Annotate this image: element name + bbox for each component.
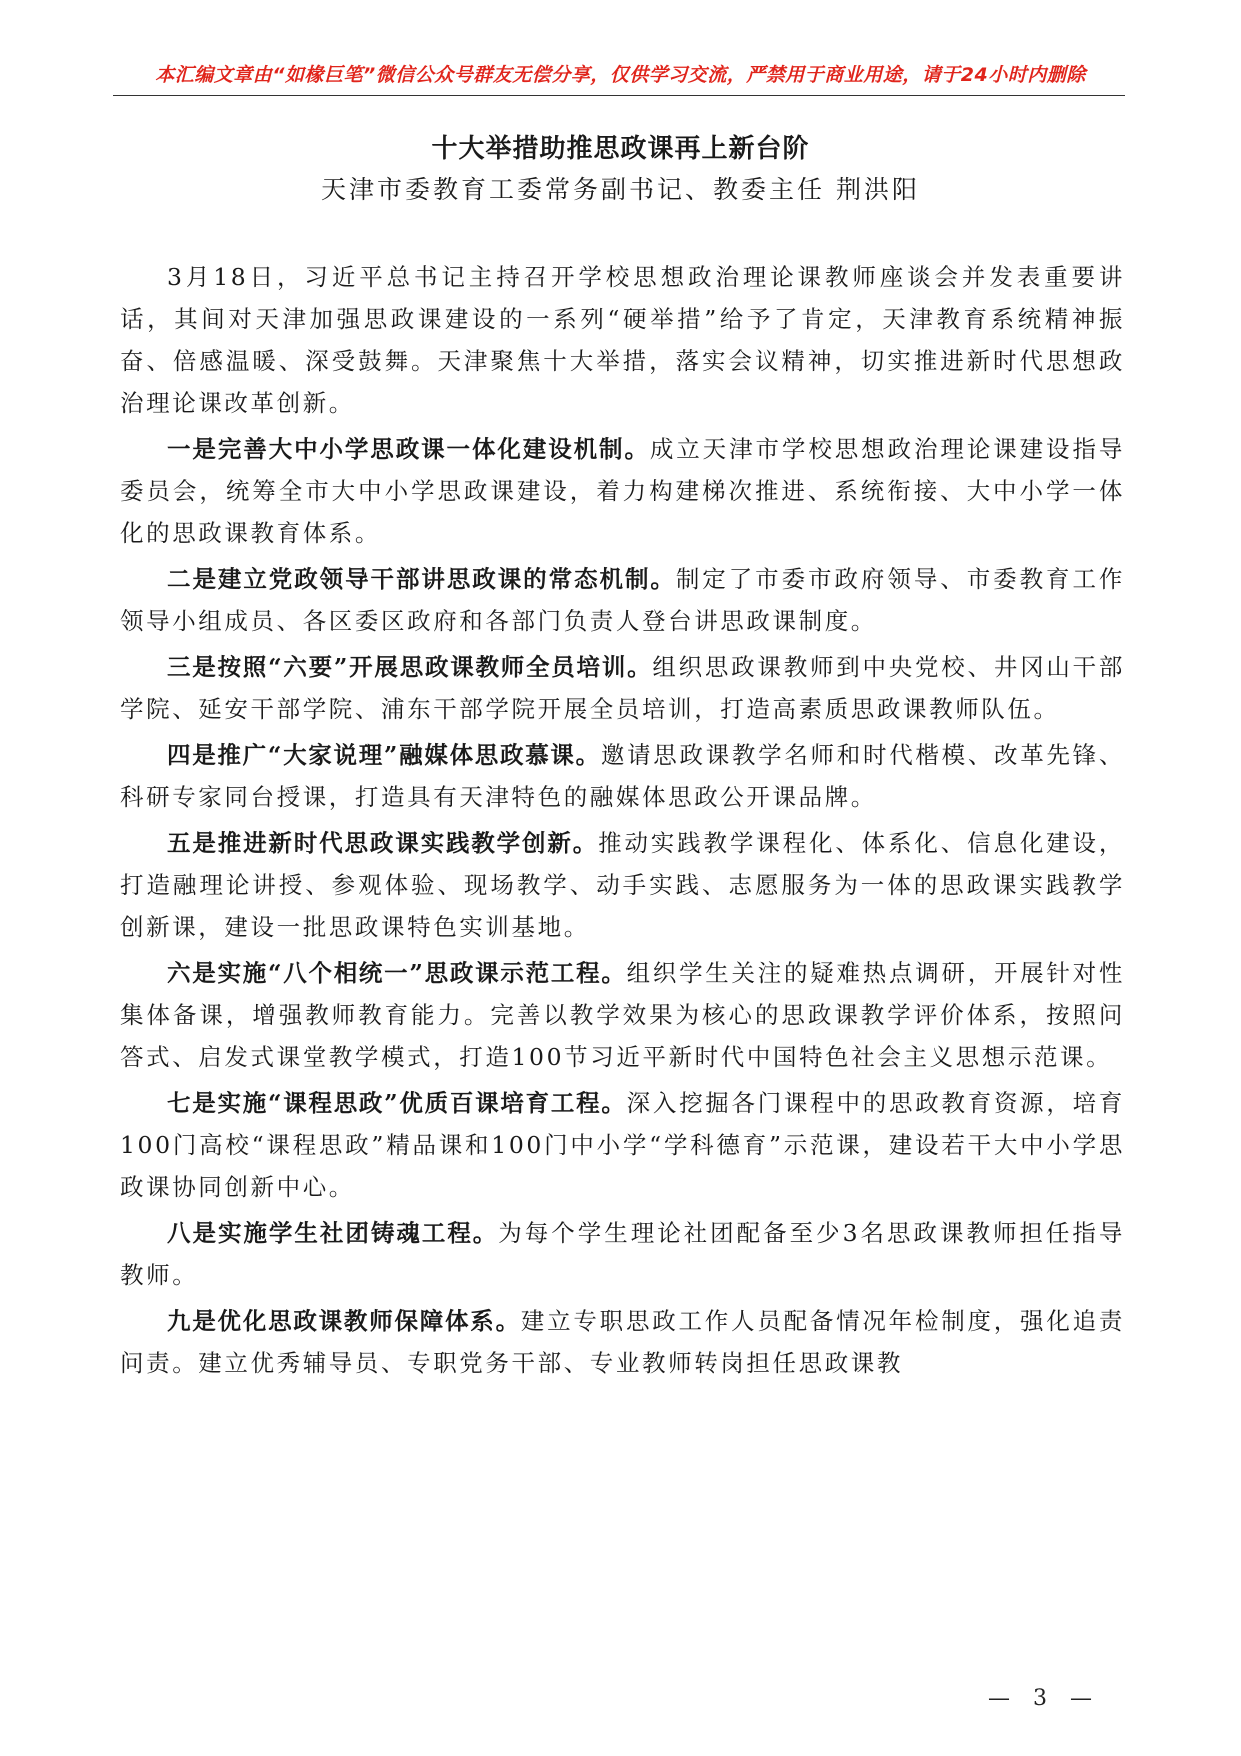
paragraph [120,1300,1125,1384]
paragraph-lead: 四是推广“大家说理”融媒体思政慕课。 [167,741,601,769]
article-title: 十大举措助推思政课再上新台阶 [431,134,810,164]
paragraph [120,558,1125,642]
paragraph [120,952,1125,1078]
paragraph-text: 制定了市委市政府领导、市委教育工作领导小组成员、各区委区政府和各部门负责人登台讲思政课制度。 [120,565,1126,635]
header-divider [113,95,1125,96]
paragraph [120,734,1125,818]
page-number: — 3 — [988,1686,1100,1711]
paragraph-text: 推动实践教学课程化、体系化、信息化建设，打造融理论讲授、参观体验、现场教学、动手实践、志愿服务为一体的思政课实践教学创新课，建设一批思政课特色实训基地。 [120,829,1125,941]
paragraph-text: 3月18日，习近平总书记主持召开学校思想政治理论课教师座谈会并发表重要讲话，其间对天津加强思政课建设的一系列“硬举措”给予了肯定，天津教育系统精神振奋、倍感温暖、深受鼓舞。天津聚焦十大举措，落实会议精神，切实推进新时代思想政治理论课改革创新。 [120,263,1125,417]
paragraph-lead: 一是完善大中小学思政课一体化建设机制。 [167,435,650,463]
paragraph-text: 建立专职思政工作人员配备情况年检制度，强化追责问责。建立优秀辅导员、专职党务干部、专业教师转岗担任思政课教 [120,1307,1125,1377]
paragraph-lead: 五是推进新时代思政课实践教学创新。 [167,829,599,857]
paragraph-lead: 七是实施“课程思政”优质百课培育工程。 [167,1089,627,1117]
paragraph-text: 组织学生关注的疑难热点调研，开展针对性集体备课，增强教师教育能力。完善以教学效果为核心的思政课教学评价体系，按照问答式、启发式课堂教学模式，打造100节习近平新时代中国特色社会主义思想示范课。 [120,959,1126,1071]
article-body [120,256,1125,1388]
article-byline: 天津市委教育工委常务副书记、教委主任 荆洪阳 [321,175,920,204]
paragraph [120,1212,1125,1296]
header-notice: 本汇编文章由“如椽巨笔”微信公众号群友无偿分享，仅供学习交流，严禁用于商业用途，请于24小时内删除 [155,64,1086,86]
paragraph-text: 组织思政课教师到中央党校、井冈山干部学院、延安干部学院、浦东干部学院开展全员培训，打造高素质思政课教师队伍。 [120,653,1125,723]
paragraph [120,428,1125,554]
paragraph [120,1082,1125,1208]
paragraph-lead: 九是优化思政课教师保障体系。 [167,1307,521,1335]
paragraph [120,822,1125,948]
paragraph-text: 为每个学生理论社团配备至少3名思政课教师担任指导教师。 [120,1219,1125,1289]
paragraph-lead: 八是实施学生社团铸魂工程。 [167,1219,499,1247]
paragraph [120,646,1125,730]
paragraph-text: 深入挖掘各门课程中的思政教育资源，培育100门高校“课程思政”精品课和100门中小学“学科德育”示范课，建设若干大中小学思政课协同创新中心。 [120,1089,1126,1201]
paragraph-text: 成立天津市学校思想政治理论课建设指导委员会，统筹全市大中小学思政课建设，着力构建梯次推进、系统衔接、大中小学一体化的思政课教育体系。 [120,435,1125,547]
paragraph-text: 邀请思政课教学名师和时代楷模、改革先锋、科研专家同台授课，打造具有天津特色的融媒体思政公开课品牌。 [120,741,1125,811]
paragraph-lead: 六是实施“八个相统一”思政课示范工程。 [167,959,627,987]
paragraph-lead: 三是按照“六要”开展思政课教师全员培训。 [167,653,653,681]
paragraph-lead: 二是建立党政领导干部讲思政课的常态机制。 [167,565,676,593]
paragraph [120,256,1125,424]
